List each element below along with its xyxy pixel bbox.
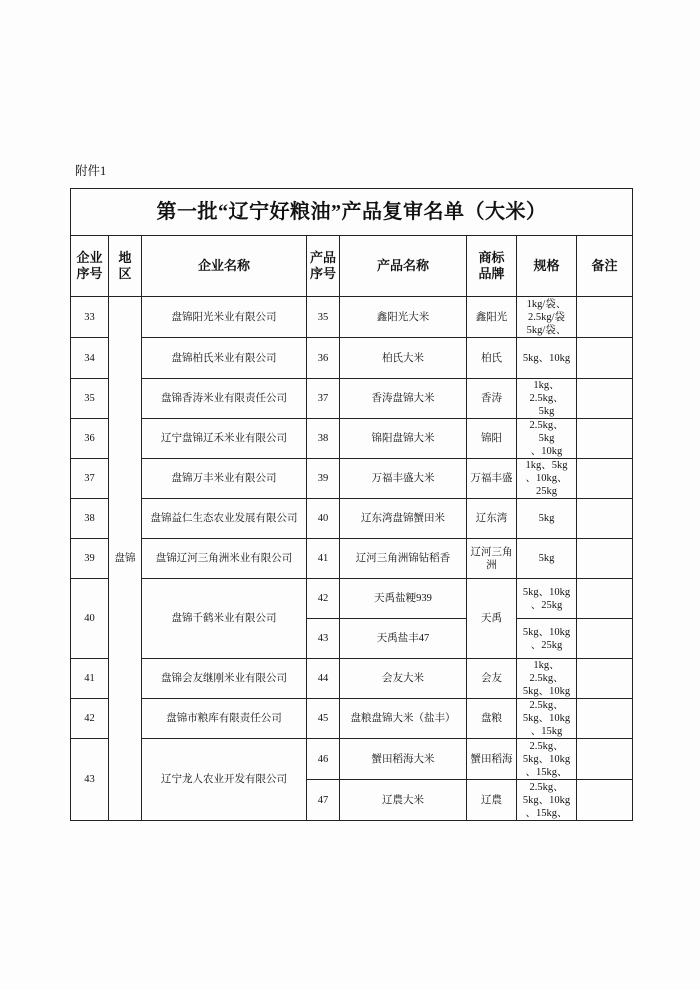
product-no-cell: 42 bbox=[307, 579, 340, 619]
spec-cell: 5kg、10kg 、25kg bbox=[517, 579, 577, 619]
brand-cell: 辽河三角洲 bbox=[467, 539, 517, 579]
title-row bbox=[71, 189, 633, 236]
brand-cell: 辽農 bbox=[467, 780, 517, 821]
brand-cell: 万福丰盛 bbox=[467, 459, 517, 499]
enterprise-name-cell: 盘锦阳光米业有限公司 bbox=[142, 297, 307, 338]
remark-cell bbox=[577, 579, 633, 619]
product-no-cell: 46 bbox=[307, 739, 340, 780]
enterprise-no-cell: 43 bbox=[71, 739, 109, 821]
header-enterprise-name: 企业名称 bbox=[142, 236, 307, 297]
enterprise-no-cell: 39 bbox=[71, 539, 109, 579]
enterprise-no-cell: 40 bbox=[71, 579, 109, 659]
enterprise-no-cell: 36 bbox=[71, 419, 109, 459]
product-name-cell: 天禹盐粳939 bbox=[340, 579, 467, 619]
product-no-cell: 41 bbox=[307, 539, 340, 579]
spec-cell: 2.5kg、 5kg 、10kg bbox=[517, 419, 577, 459]
remark-cell bbox=[577, 419, 633, 459]
product-no-cell: 44 bbox=[307, 659, 340, 699]
header-product-name: 产品名称 bbox=[340, 236, 467, 297]
table-row bbox=[71, 459, 633, 499]
header-enterprise-no: 企业 序号 bbox=[71, 236, 109, 297]
spec-cell: 5kg、10kg bbox=[517, 338, 577, 379]
spec-cell: 5kg bbox=[517, 539, 577, 579]
remark-cell bbox=[577, 659, 633, 699]
brand-cell: 鑫阳光 bbox=[467, 297, 517, 338]
table-row bbox=[71, 379, 633, 419]
enterprise-name-cell: 盘锦市粮库有限责任公司 bbox=[142, 699, 307, 739]
product-name-cell: 辽農大米 bbox=[340, 780, 467, 821]
table-row bbox=[71, 699, 633, 739]
enterprise-no-cell: 34 bbox=[71, 338, 109, 379]
spec-cell: 1kg、 2.5kg、 5kg bbox=[517, 379, 577, 419]
enterprise-name-cell: 辽宁盘锦辽禾米业有限公司 bbox=[142, 419, 307, 459]
spec-cell: 1kg、 2.5kg、 5kg、10kg bbox=[517, 659, 577, 699]
product-name-cell: 万福丰盛大米 bbox=[340, 459, 467, 499]
brand-cell: 辽东湾 bbox=[467, 499, 517, 539]
product-name-cell: 辽东湾盘锦蟹田米 bbox=[340, 499, 467, 539]
remark-cell bbox=[577, 499, 633, 539]
product-name-cell: 蟹田稻海大米 bbox=[340, 739, 467, 780]
brand-cell: 锦阳 bbox=[467, 419, 517, 459]
spec-cell: 5kg、10kg 、25kg bbox=[517, 619, 577, 659]
product-no-cell: 37 bbox=[307, 379, 340, 419]
brand-cell: 天禹 bbox=[467, 579, 517, 659]
product-no-cell: 45 bbox=[307, 699, 340, 739]
enterprise-name-cell: 盘锦会友继刚米业有限公司 bbox=[142, 659, 307, 699]
table-row bbox=[71, 579, 633, 619]
remark-cell bbox=[577, 619, 633, 659]
enterprise-no-cell: 38 bbox=[71, 499, 109, 539]
enterprise-name-cell: 盘锦万丰米业有限公司 bbox=[142, 459, 307, 499]
product-no-cell: 47 bbox=[307, 780, 340, 821]
product-no-cell: 36 bbox=[307, 338, 340, 379]
remark-cell bbox=[577, 297, 633, 338]
spec-cell: 2.5kg、 5kg、10kg 、15kg bbox=[517, 699, 577, 739]
remark-cell bbox=[577, 379, 633, 419]
remark-cell bbox=[577, 338, 633, 379]
header-row bbox=[71, 236, 633, 297]
attachment-label: 附件1 bbox=[75, 164, 107, 178]
region-cell: 盘锦 bbox=[109, 297, 142, 821]
spec-cell: 2.5kg、 5kg、10kg 、15kg、 bbox=[517, 739, 577, 780]
brand-cell: 香涛 bbox=[467, 379, 517, 419]
product-name-cell: 柏氏大米 bbox=[340, 338, 467, 379]
product-no-cell: 38 bbox=[307, 419, 340, 459]
enterprise-no-cell: 35 bbox=[71, 379, 109, 419]
brand-cell: 会友 bbox=[467, 659, 517, 699]
table-title: 第一批“辽宁好粮油”产品复审名单（大米） bbox=[71, 189, 633, 236]
remark-cell bbox=[577, 459, 633, 499]
product-name-cell: 天禹盐丰47 bbox=[340, 619, 467, 659]
product-name-cell: 辽河三角洲锦钻稻香 bbox=[340, 539, 467, 579]
brand-cell: 盘粮 bbox=[467, 699, 517, 739]
enterprise-no-cell: 33 bbox=[71, 297, 109, 338]
header-product-no: 产品 序号 bbox=[307, 236, 340, 297]
table-row bbox=[71, 297, 633, 338]
product-no-cell: 40 bbox=[307, 499, 340, 539]
product-name-cell: 香涛盘锦大米 bbox=[340, 379, 467, 419]
header-remark: 备注 bbox=[577, 236, 633, 297]
table-row bbox=[71, 419, 633, 459]
spec-cell: 1kg/袋、 2.5kg/袋 5kg/袋、 bbox=[517, 297, 577, 338]
product-no-cell: 35 bbox=[307, 297, 340, 338]
product-list-table bbox=[70, 188, 633, 821]
product-name-cell: 会友大米 bbox=[340, 659, 467, 699]
brand-cell: 蟹田稻海 bbox=[467, 739, 517, 780]
enterprise-name-cell: 盘锦辽河三角洲米业有限公司 bbox=[142, 539, 307, 579]
product-name-cell: 锦阳盘锦大米 bbox=[340, 419, 467, 459]
header-spec: 规格 bbox=[517, 236, 577, 297]
table-row bbox=[71, 739, 633, 780]
table-row bbox=[71, 499, 633, 539]
remark-cell bbox=[577, 780, 633, 821]
product-no-cell: 43 bbox=[307, 619, 340, 659]
table-row bbox=[71, 338, 633, 379]
enterprise-name-cell: 辽宁龙人农业开发有限公司 bbox=[142, 739, 307, 821]
enterprise-name-cell: 盘锦千鹤米业有限公司 bbox=[142, 579, 307, 659]
enterprise-name-cell: 盘锦柏氏米业有限公司 bbox=[142, 338, 307, 379]
enterprise-name-cell: 盘锦益仁生态农业发展有限公司 bbox=[142, 499, 307, 539]
remark-cell bbox=[577, 699, 633, 739]
header-brand: 商标 品牌 bbox=[467, 236, 517, 297]
brand-cell: 柏氏 bbox=[467, 338, 517, 379]
spec-cell: 1kg、5kg 、10kg、 25kg bbox=[517, 459, 577, 499]
enterprise-name-cell: 盘锦香涛米业有限责任公司 bbox=[142, 379, 307, 419]
table-row bbox=[71, 659, 633, 699]
spec-cell: 2.5kg、 5kg、10kg 、15kg、 bbox=[517, 780, 577, 821]
product-no-cell: 39 bbox=[307, 459, 340, 499]
product-name-cell: 盘粮盘锦大米（盐丰） bbox=[340, 699, 467, 739]
enterprise-no-cell: 37 bbox=[71, 459, 109, 499]
enterprise-no-cell: 41 bbox=[71, 659, 109, 699]
header-region: 地 区 bbox=[109, 236, 142, 297]
table-row bbox=[71, 539, 633, 579]
remark-cell bbox=[577, 539, 633, 579]
remark-cell bbox=[577, 739, 633, 780]
enterprise-no-cell: 42 bbox=[71, 699, 109, 739]
spec-cell: 5kg bbox=[517, 499, 577, 539]
product-name-cell: 鑫阳光大米 bbox=[340, 297, 467, 338]
